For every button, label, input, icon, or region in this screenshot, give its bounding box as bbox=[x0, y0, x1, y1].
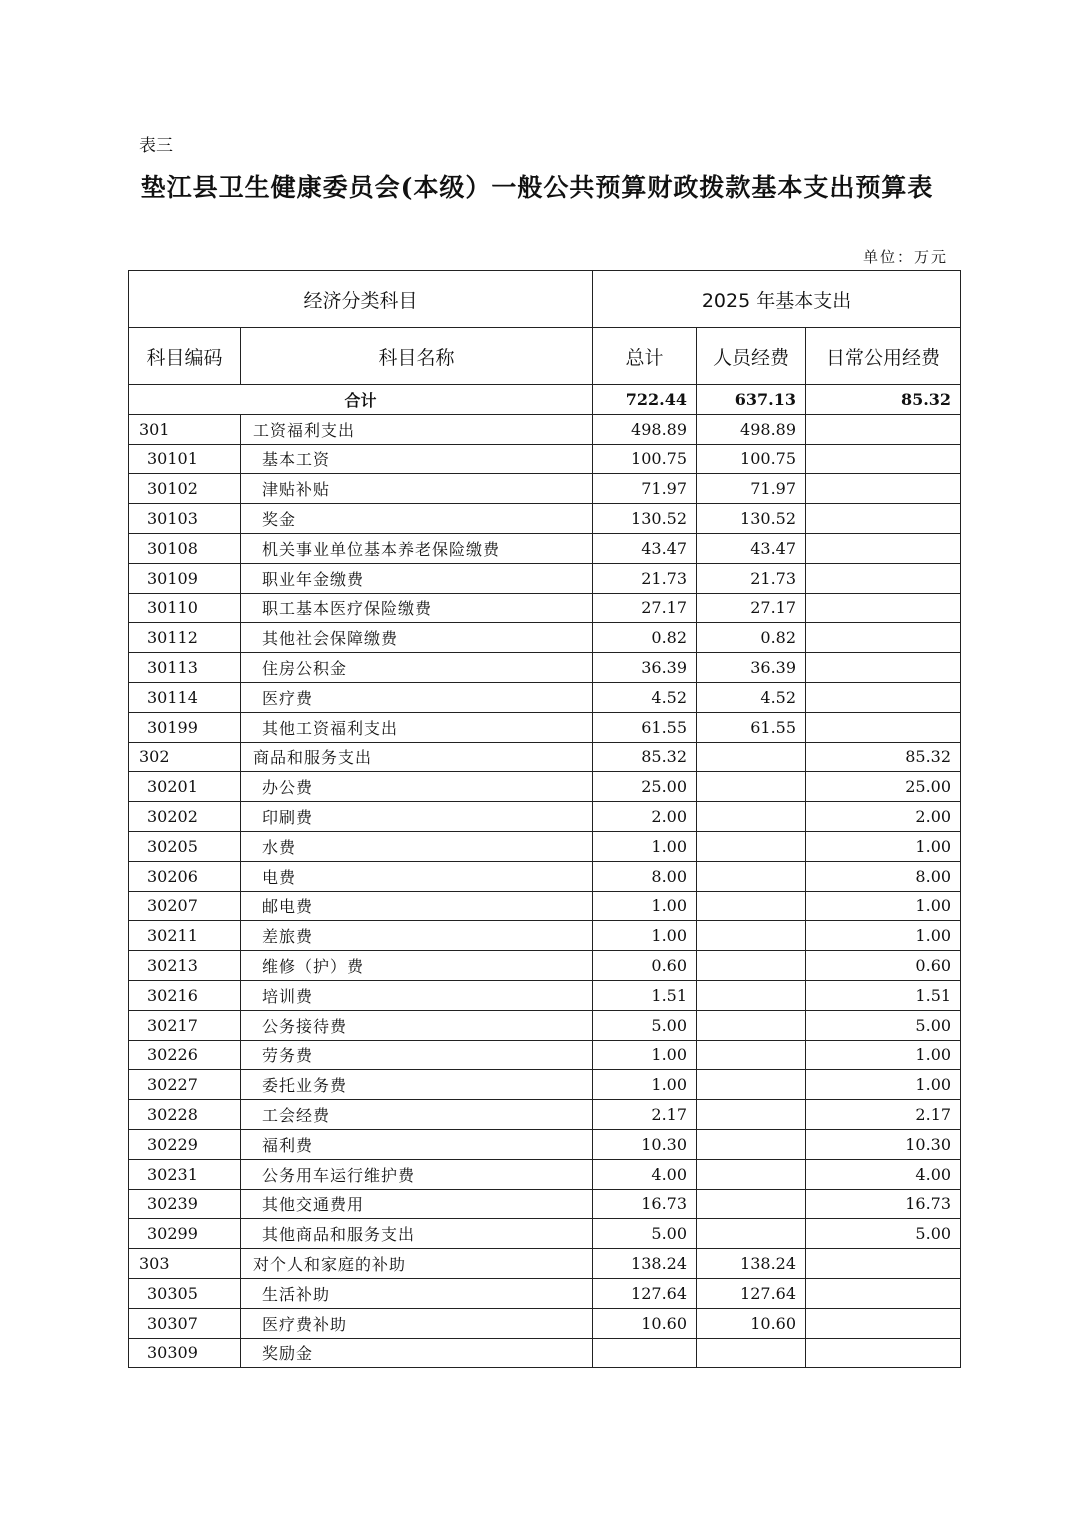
row-code: 30201 bbox=[129, 772, 241, 802]
row-name: 办公费 bbox=[241, 772, 593, 802]
row-personnel: 100.75 bbox=[697, 444, 806, 474]
row-code: 30199 bbox=[129, 712, 241, 742]
row-total: 71.97 bbox=[593, 474, 697, 504]
table-row bbox=[129, 712, 961, 742]
row-code: 30231 bbox=[129, 1159, 241, 1189]
row-code: 30309 bbox=[129, 1338, 241, 1368]
row-personnel bbox=[697, 1189, 806, 1219]
row-public bbox=[806, 563, 961, 593]
row-name: 其他社会保障缴费 bbox=[241, 623, 593, 653]
table-row bbox=[129, 1278, 961, 1308]
row-personnel bbox=[697, 861, 806, 891]
group-header-row bbox=[129, 271, 961, 328]
table-row bbox=[129, 891, 961, 921]
header-year-expenditure: 2025 年基本支出 bbox=[593, 271, 961, 328]
header-total: 总计 bbox=[593, 328, 697, 385]
row-personnel: 27.17 bbox=[697, 593, 806, 623]
row-code: 30213 bbox=[129, 951, 241, 981]
row-name: 水费 bbox=[241, 831, 593, 861]
row-name: 奖金 bbox=[241, 504, 593, 534]
table-row bbox=[129, 414, 961, 444]
row-code: 30109 bbox=[129, 563, 241, 593]
table-row bbox=[129, 1249, 961, 1279]
row-public: 5.00 bbox=[806, 1219, 961, 1249]
row-personnel bbox=[697, 1338, 806, 1368]
table-row bbox=[129, 1308, 961, 1338]
row-public bbox=[806, 682, 961, 712]
row-personnel: 61.55 bbox=[697, 712, 806, 742]
row-personnel: 21.73 bbox=[697, 563, 806, 593]
row-total: 8.00 bbox=[593, 861, 697, 891]
row-code: 30202 bbox=[129, 802, 241, 832]
table-number-label: 表三 bbox=[139, 136, 173, 156]
row-code: 30228 bbox=[129, 1100, 241, 1130]
row-public: 1.00 bbox=[806, 1070, 961, 1100]
row-public: 1.00 bbox=[806, 921, 961, 951]
row-public bbox=[806, 653, 961, 683]
row-name: 基本工资 bbox=[241, 444, 593, 474]
row-name: 劳务费 bbox=[241, 1040, 593, 1070]
row-total: 5.00 bbox=[593, 1219, 697, 1249]
row-name: 工会经费 bbox=[241, 1100, 593, 1130]
row-code: 30205 bbox=[129, 831, 241, 861]
row-name: 差旅费 bbox=[241, 921, 593, 951]
row-name: 委托业务费 bbox=[241, 1070, 593, 1100]
row-total: 85.32 bbox=[593, 742, 697, 772]
row-public: 4.00 bbox=[806, 1159, 961, 1189]
table-row bbox=[129, 1100, 961, 1130]
row-code: 30217 bbox=[129, 1010, 241, 1040]
row-personnel: 43.47 bbox=[697, 533, 806, 563]
budget-table bbox=[128, 270, 961, 1368]
row-personnel bbox=[697, 1100, 806, 1130]
row-personnel: 4.52 bbox=[697, 682, 806, 712]
row-personnel bbox=[697, 1040, 806, 1070]
row-total: 1.00 bbox=[593, 831, 697, 861]
row-public: 16.73 bbox=[806, 1189, 961, 1219]
row-total: 4.52 bbox=[593, 682, 697, 712]
row-total: 1.51 bbox=[593, 980, 697, 1010]
row-name: 职工基本医疗保险缴费 bbox=[241, 593, 593, 623]
row-public bbox=[806, 444, 961, 474]
table-row bbox=[129, 861, 961, 891]
row-name: 奖励金 bbox=[241, 1338, 593, 1368]
table-row bbox=[129, 593, 961, 623]
row-total: 25.00 bbox=[593, 772, 697, 802]
row-personnel bbox=[697, 980, 806, 1010]
row-code: 30110 bbox=[129, 593, 241, 623]
row-total: 16.73 bbox=[593, 1189, 697, 1219]
table-row bbox=[129, 563, 961, 593]
row-public bbox=[806, 623, 961, 653]
table-row bbox=[129, 533, 961, 563]
row-personnel bbox=[697, 1129, 806, 1159]
row-name: 机关事业单位基本养老保险缴费 bbox=[241, 533, 593, 563]
row-total: 1.00 bbox=[593, 1070, 697, 1100]
row-public: 1.00 bbox=[806, 1040, 961, 1070]
row-total bbox=[593, 1338, 697, 1368]
row-code: 30108 bbox=[129, 533, 241, 563]
row-code: 30229 bbox=[129, 1129, 241, 1159]
table-row bbox=[129, 802, 961, 832]
row-total: 1.00 bbox=[593, 921, 697, 951]
row-name: 对个人和家庭的补助 bbox=[241, 1249, 593, 1279]
row-code: 303 bbox=[129, 1249, 241, 1279]
header-name: 科目名称 bbox=[241, 328, 593, 385]
table-row bbox=[129, 1129, 961, 1159]
header-personnel: 人员经费 bbox=[697, 328, 806, 385]
total-public: 85.32 bbox=[806, 385, 961, 415]
row-public: 2.17 bbox=[806, 1100, 961, 1130]
row-name: 其他商品和服务支出 bbox=[241, 1219, 593, 1249]
row-total: 2.00 bbox=[593, 802, 697, 832]
row-total: 1.00 bbox=[593, 1040, 697, 1070]
row-code: 30114 bbox=[129, 682, 241, 712]
row-public bbox=[806, 1338, 961, 1368]
table-row bbox=[129, 951, 961, 981]
total-total: 722.44 bbox=[593, 385, 697, 415]
table-row bbox=[129, 623, 961, 653]
row-total: 21.73 bbox=[593, 563, 697, 593]
row-code: 30113 bbox=[129, 653, 241, 683]
row-total: 0.82 bbox=[593, 623, 697, 653]
row-code: 30211 bbox=[129, 921, 241, 951]
row-public bbox=[806, 1278, 961, 1308]
row-name: 住房公积金 bbox=[241, 653, 593, 683]
table-row bbox=[129, 831, 961, 861]
row-personnel bbox=[697, 1159, 806, 1189]
row-personnel: 498.89 bbox=[697, 414, 806, 444]
row-code: 30307 bbox=[129, 1308, 241, 1338]
row-public: 10.30 bbox=[806, 1129, 961, 1159]
row-name: 职业年金缴费 bbox=[241, 563, 593, 593]
row-total: 10.60 bbox=[593, 1308, 697, 1338]
row-personnel bbox=[697, 772, 806, 802]
row-code: 301 bbox=[129, 414, 241, 444]
table-row bbox=[129, 682, 961, 712]
row-name: 商品和服务支出 bbox=[241, 742, 593, 772]
row-code: 30207 bbox=[129, 891, 241, 921]
table-row bbox=[129, 1219, 961, 1249]
row-total: 4.00 bbox=[593, 1159, 697, 1189]
page-title: 垫江县卫生健康委员会(本级）一般公共预算财政拨款基本支出预算表 bbox=[140, 173, 934, 202]
row-personnel: 36.39 bbox=[697, 653, 806, 683]
header-code: 科目编码 bbox=[129, 328, 241, 385]
row-personnel bbox=[697, 1010, 806, 1040]
column-header-row bbox=[129, 328, 961, 385]
row-public: 1.51 bbox=[806, 980, 961, 1010]
row-personnel bbox=[697, 921, 806, 951]
row-total: 127.64 bbox=[593, 1278, 697, 1308]
row-name: 电费 bbox=[241, 861, 593, 891]
row-name: 邮电费 bbox=[241, 891, 593, 921]
row-personnel bbox=[697, 951, 806, 981]
row-code: 30101 bbox=[129, 444, 241, 474]
row-total: 100.75 bbox=[593, 444, 697, 474]
row-name: 印刷费 bbox=[241, 802, 593, 832]
row-name: 津贴补贴 bbox=[241, 474, 593, 504]
table-row bbox=[129, 921, 961, 951]
row-total: 0.60 bbox=[593, 951, 697, 981]
row-public bbox=[806, 504, 961, 534]
row-public bbox=[806, 1249, 961, 1279]
row-public: 1.00 bbox=[806, 891, 961, 921]
row-total: 5.00 bbox=[593, 1010, 697, 1040]
table-row bbox=[129, 1338, 961, 1368]
row-personnel bbox=[697, 802, 806, 832]
row-personnel: 130.52 bbox=[697, 504, 806, 534]
table-row bbox=[129, 980, 961, 1010]
row-name: 医疗费补助 bbox=[241, 1308, 593, 1338]
table-row bbox=[129, 1040, 961, 1070]
row-code: 30239 bbox=[129, 1189, 241, 1219]
total-row bbox=[129, 385, 961, 415]
row-public: 5.00 bbox=[806, 1010, 961, 1040]
row-code: 302 bbox=[129, 742, 241, 772]
row-total: 130.52 bbox=[593, 504, 697, 534]
row-code: 30305 bbox=[129, 1278, 241, 1308]
row-personnel: 71.97 bbox=[697, 474, 806, 504]
row-public bbox=[806, 474, 961, 504]
total-personnel: 637.13 bbox=[697, 385, 806, 415]
row-code: 30226 bbox=[129, 1040, 241, 1070]
table-body bbox=[129, 271, 961, 1368]
row-personnel bbox=[697, 1219, 806, 1249]
row-name: 其他工资福利支出 bbox=[241, 712, 593, 742]
table-row bbox=[129, 742, 961, 772]
row-total: 138.24 bbox=[593, 1249, 697, 1279]
table-row bbox=[129, 504, 961, 534]
table-row bbox=[129, 772, 961, 802]
row-public: 25.00 bbox=[806, 772, 961, 802]
table-row bbox=[129, 653, 961, 683]
row-personnel: 127.64 bbox=[697, 1278, 806, 1308]
row-code: 30299 bbox=[129, 1219, 241, 1249]
row-public: 2.00 bbox=[806, 802, 961, 832]
row-name: 福利费 bbox=[241, 1129, 593, 1159]
row-total: 10.30 bbox=[593, 1129, 697, 1159]
row-personnel bbox=[697, 831, 806, 861]
row-personnel bbox=[697, 891, 806, 921]
row-code: 30227 bbox=[129, 1070, 241, 1100]
header-econ-category: 经济分类科目 bbox=[129, 271, 593, 328]
row-total: 27.17 bbox=[593, 593, 697, 623]
row-name: 医疗费 bbox=[241, 682, 593, 712]
row-public bbox=[806, 414, 961, 444]
row-name: 生活补助 bbox=[241, 1278, 593, 1308]
row-public bbox=[806, 533, 961, 563]
row-personnel bbox=[697, 1070, 806, 1100]
row-public: 0.60 bbox=[806, 951, 961, 981]
row-public: 1.00 bbox=[806, 831, 961, 861]
row-code: 30216 bbox=[129, 980, 241, 1010]
row-code: 30102 bbox=[129, 474, 241, 504]
row-personnel: 0.82 bbox=[697, 623, 806, 653]
row-total: 498.89 bbox=[593, 414, 697, 444]
table-row bbox=[129, 1070, 961, 1100]
row-total: 43.47 bbox=[593, 533, 697, 563]
row-personnel: 10.60 bbox=[697, 1308, 806, 1338]
row-code: 30112 bbox=[129, 623, 241, 653]
row-total: 36.39 bbox=[593, 653, 697, 683]
row-public bbox=[806, 712, 961, 742]
row-total: 2.17 bbox=[593, 1100, 697, 1130]
row-name: 维修（护）费 bbox=[241, 951, 593, 981]
unit-label: 单位：万元 bbox=[862, 248, 948, 266]
table-row bbox=[129, 474, 961, 504]
row-personnel bbox=[697, 742, 806, 772]
row-code: 30103 bbox=[129, 504, 241, 534]
row-name: 公务用车运行维护费 bbox=[241, 1159, 593, 1189]
row-total: 1.00 bbox=[593, 891, 697, 921]
table-row bbox=[129, 1189, 961, 1219]
row-public bbox=[806, 593, 961, 623]
row-public: 8.00 bbox=[806, 861, 961, 891]
row-personnel: 138.24 bbox=[697, 1249, 806, 1279]
row-name: 培训费 bbox=[241, 980, 593, 1010]
header-public: 日常公用经费 bbox=[806, 328, 961, 385]
total-label: 合计 bbox=[129, 385, 593, 415]
row-name: 其他交通费用 bbox=[241, 1189, 593, 1219]
row-public bbox=[806, 1308, 961, 1338]
table-row bbox=[129, 1010, 961, 1040]
row-total: 61.55 bbox=[593, 712, 697, 742]
table-row bbox=[129, 444, 961, 474]
row-code: 30206 bbox=[129, 861, 241, 891]
row-public: 85.32 bbox=[806, 742, 961, 772]
row-name: 公务接待费 bbox=[241, 1010, 593, 1040]
row-name: 工资福利支出 bbox=[241, 414, 593, 444]
table-row bbox=[129, 1159, 961, 1189]
